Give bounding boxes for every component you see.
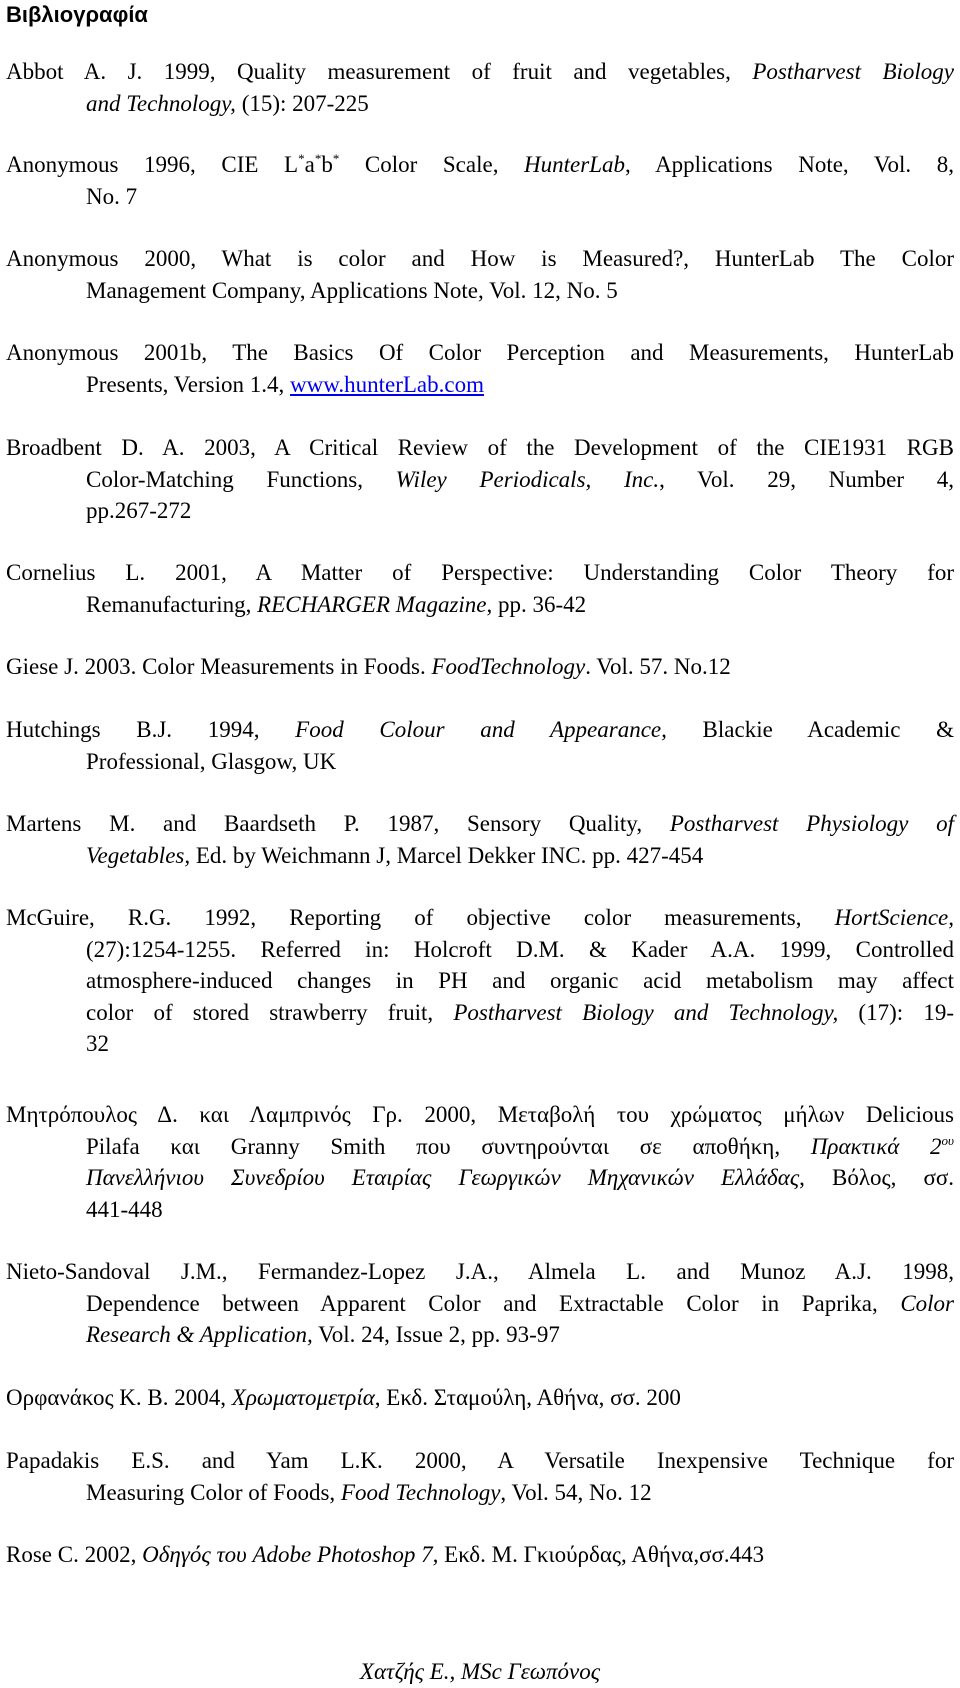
- journal-title: and Technology,: [86, 90, 236, 116]
- ref-text: Μητρόπουλος Δ. και Λαμπρινός Γρ. 2000, Μεταβολή του χρώματος μήλων Delicious: [6, 1102, 954, 1127]
- reference-hutchings: [6, 714, 954, 777]
- journal-title: Color: [900, 1290, 954, 1316]
- reference-abbot: [6, 56, 954, 119]
- reference-anonymous-2001b: [6, 337, 954, 400]
- proceedings-title: Πανελλήνιου Συνεδρίου Εταιρίας Γεωργικών Μηχανικών Ελλάδας: [86, 1165, 800, 1190]
- journal-title: Postharvest Biology: [752, 59, 954, 84]
- ref-text: , Applications Note, Vol. 8,: [625, 152, 954, 177]
- ref-text: Ed. by Weichmann J, Marcel Dekker INC. pp. 427-454: [190, 842, 704, 868]
- journal-title: HortScience,: [834, 905, 954, 930]
- ref-text: Vol. 24, Issue 2, pp. 93-97: [312, 1322, 560, 1347]
- superscript: ου: [941, 1132, 954, 1148]
- hunterlab-link[interactable]: www.hunterLab.com: [290, 371, 484, 397]
- book-title: Χρωματομετρία: [231, 1385, 375, 1410]
- ref-text: Anonymous 2001b, The Basics Of Color Perception and Measurements, HunterLab: [6, 340, 954, 365]
- journal-title: HunterLab: [524, 152, 625, 177]
- book-title: Postharvest Physiology of: [669, 811, 955, 836]
- reference-anonymous-2000: [6, 243, 954, 306]
- ref-text: Giese J. 2003. Color Measurements in Foods.: [6, 654, 432, 679]
- journal-title: Food Technology: [340, 1479, 501, 1505]
- ref-text: Papadakis E.S. and Yam L.K. 2000, A Versatile Inexpensive Technique for: [6, 1448, 954, 1473]
- ref-text: Presents, Version 1.4,: [86, 371, 291, 397]
- ref-text: , pp. 36-42: [486, 591, 587, 617]
- ref-text: . Vol. 57. No.12: [585, 654, 731, 679]
- ref-text: McGuire, R.G. 1992, Reporting of objective color measurements,: [6, 905, 835, 930]
- ref-text: b: [321, 152, 333, 177]
- superscript: *: [332, 151, 340, 166]
- book-title: Οδηγός του Adobe Photoshop 7,: [142, 1542, 439, 1567]
- ref-text: color of stored strawberry fruit,: [86, 999, 454, 1025]
- ref-text: Anonymous 1996, CIE L: [6, 152, 299, 177]
- journal-title: Wiley Periodicals, Inc.: [395, 466, 660, 492]
- journal-title: FoodTechnology: [431, 654, 586, 679]
- page-footer: Χατζής Ε., MSc Γεωπόνος: [359, 1659, 601, 1684]
- ref-text: (27):1254-1255. Referred in: Holcroft D.M. & Kader A.A. 1999, Controlled: [86, 936, 954, 962]
- ref-text: Management Company, Applications Note, Vol. 12, No. 5: [86, 277, 618, 303]
- ref-text: , Vol. 29, Number 4,: [659, 466, 955, 492]
- ref-text: , Βόλος, σσ.: [799, 1165, 954, 1190]
- ref-text: , Vol. 54, No. 12: [500, 1479, 652, 1505]
- reference-cornelius: [6, 557, 954, 620]
- reference-nieto-sandoval: [6, 1256, 954, 1351]
- reference-mitropoulos: [6, 1099, 954, 1225]
- ref-text: Anonymous 2000, What is color and How is Measured?, HunterLab The Color: [6, 246, 954, 271]
- bibliography-heading: Βιβλιογραφία: [6, 2, 148, 27]
- book-title: Food Colour and Appearance,: [295, 717, 667, 742]
- reference-orfanakos: [6, 1382, 954, 1414]
- ref-text: Εκδ. Μ. Γκιούρδας, Αθήνα,σσ.443: [438, 1542, 765, 1567]
- ref-text: pp.267-272: [86, 498, 192, 523]
- ref-text: Color Scale,: [339, 152, 525, 177]
- book-title: Vegetables,: [86, 842, 191, 868]
- reference-giese: [6, 651, 954, 683]
- ref-text: (17): 19-: [838, 999, 954, 1025]
- ref-text: Martens M. and Baardseth P. 1987, Sensory Quality,: [6, 811, 670, 836]
- ref-text: Dependence between Apparent Color and Extractable Color in Paprika,: [86, 1290, 901, 1316]
- ref-text: 32: [86, 1031, 109, 1056]
- ref-text: Ορφανάκος Κ. Β. 2004,: [6, 1385, 232, 1410]
- ref-text: Professional, Glasgow, UK: [86, 748, 337, 774]
- ref-text: , Εκδ. Σταμούλη, Αθήνα, σσ. 200: [374, 1385, 681, 1410]
- ref-text: Blackie Academic &: [666, 717, 955, 742]
- ref-text: Abbot A. J. 1999, Quality measurement of fruit and vegetables,: [6, 59, 753, 84]
- proceedings-title: Πρακτικά 2: [810, 1133, 942, 1159]
- journal-title: Postharvest Biology and Technology,: [453, 999, 839, 1025]
- reference-anonymous-1996: [6, 149, 954, 212]
- superscript: *: [314, 151, 322, 166]
- ref-text: Color-Matching Functions,: [86, 466, 396, 492]
- ref-text: (15): 207-225: [235, 90, 369, 116]
- reference-papadakis: [6, 1445, 954, 1508]
- reference-martens: [6, 808, 954, 871]
- ref-text: Measuring Color of Foods,: [86, 1479, 341, 1505]
- reference-mcguire: [6, 902, 954, 1060]
- ref-text: Pilafa και Granny Smith που συντηρούνται σε αποθήκη,: [86, 1133, 811, 1159]
- ref-text: Rose C. 2002,: [6, 1542, 143, 1567]
- ref-text: a: [304, 152, 315, 177]
- reference-broadbent: [6, 432, 954, 527]
- ref-text: No. 7: [86, 183, 138, 209]
- ref-text: 441-448: [86, 1196, 163, 1222]
- ref-text: Broadbent D. A. 2003, A Critical Review of the Development of the CIE1931 RGB: [6, 435, 954, 460]
- journal-title: Research & Application,: [86, 1322, 313, 1347]
- ref-text: Nieto-Sandoval J.M., Fermandez-Lopez J.A., Almela L. and Munoz A.J. 1998,: [6, 1259, 954, 1284]
- ref-text: Hutchings B.J. 1994,: [6, 717, 296, 742]
- ref-text: atmosphere-induced changes in PH and organic acid metabolism may affect: [86, 968, 954, 993]
- ref-text: Remanufacturing,: [86, 591, 258, 617]
- superscript: *: [298, 151, 305, 166]
- journal-title: RECHARGER Magazine: [257, 591, 487, 617]
- ref-text: Cornelius L. 2001, A Matter of Perspective: Understanding Color Theory for: [6, 560, 954, 585]
- reference-rose: [6, 1539, 954, 1571]
